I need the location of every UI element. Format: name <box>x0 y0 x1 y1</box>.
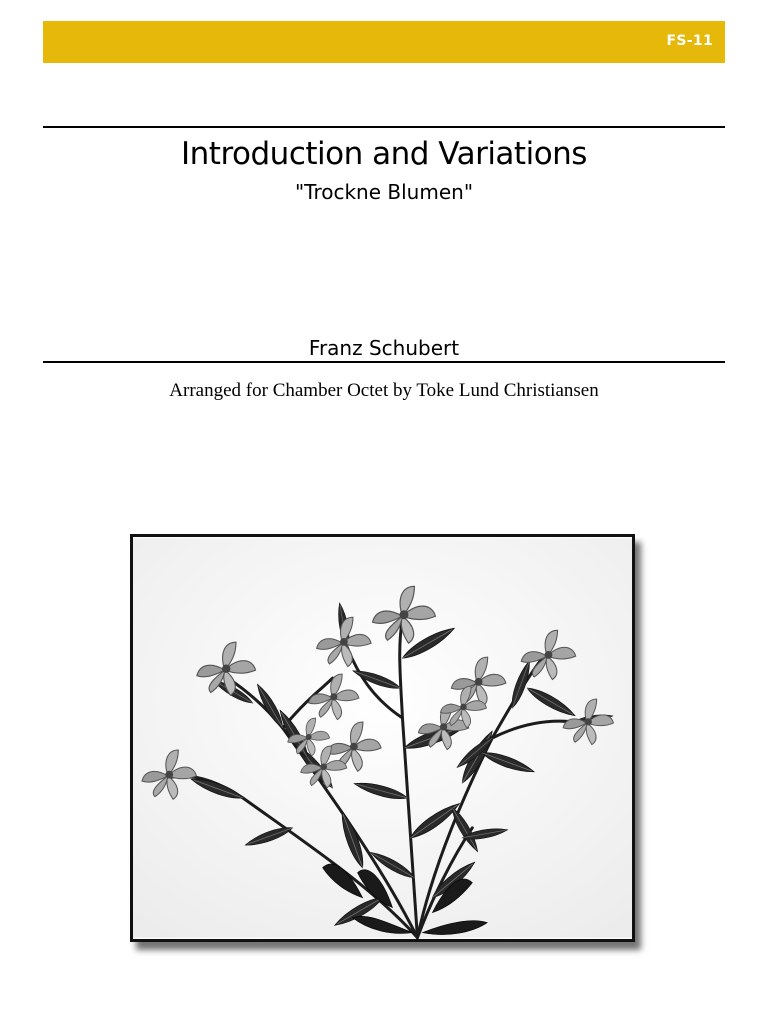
flower-photograph <box>130 534 635 942</box>
flower-illustration <box>133 537 632 939</box>
score-subtitle: "Trockne Blumen" <box>294 180 474 204</box>
top-divider <box>43 126 725 128</box>
catalog-code: FS-11 <box>666 33 713 49</box>
composer-divider <box>43 361 725 363</box>
score-title: Introduction and Variations <box>181 136 587 172</box>
arrangement-credit: Arranged for Chamber Octet by Toke Lund Christiansen <box>169 380 599 401</box>
header-bar <box>43 21 725 63</box>
composer-name: Franz Schubert <box>308 336 460 360</box>
